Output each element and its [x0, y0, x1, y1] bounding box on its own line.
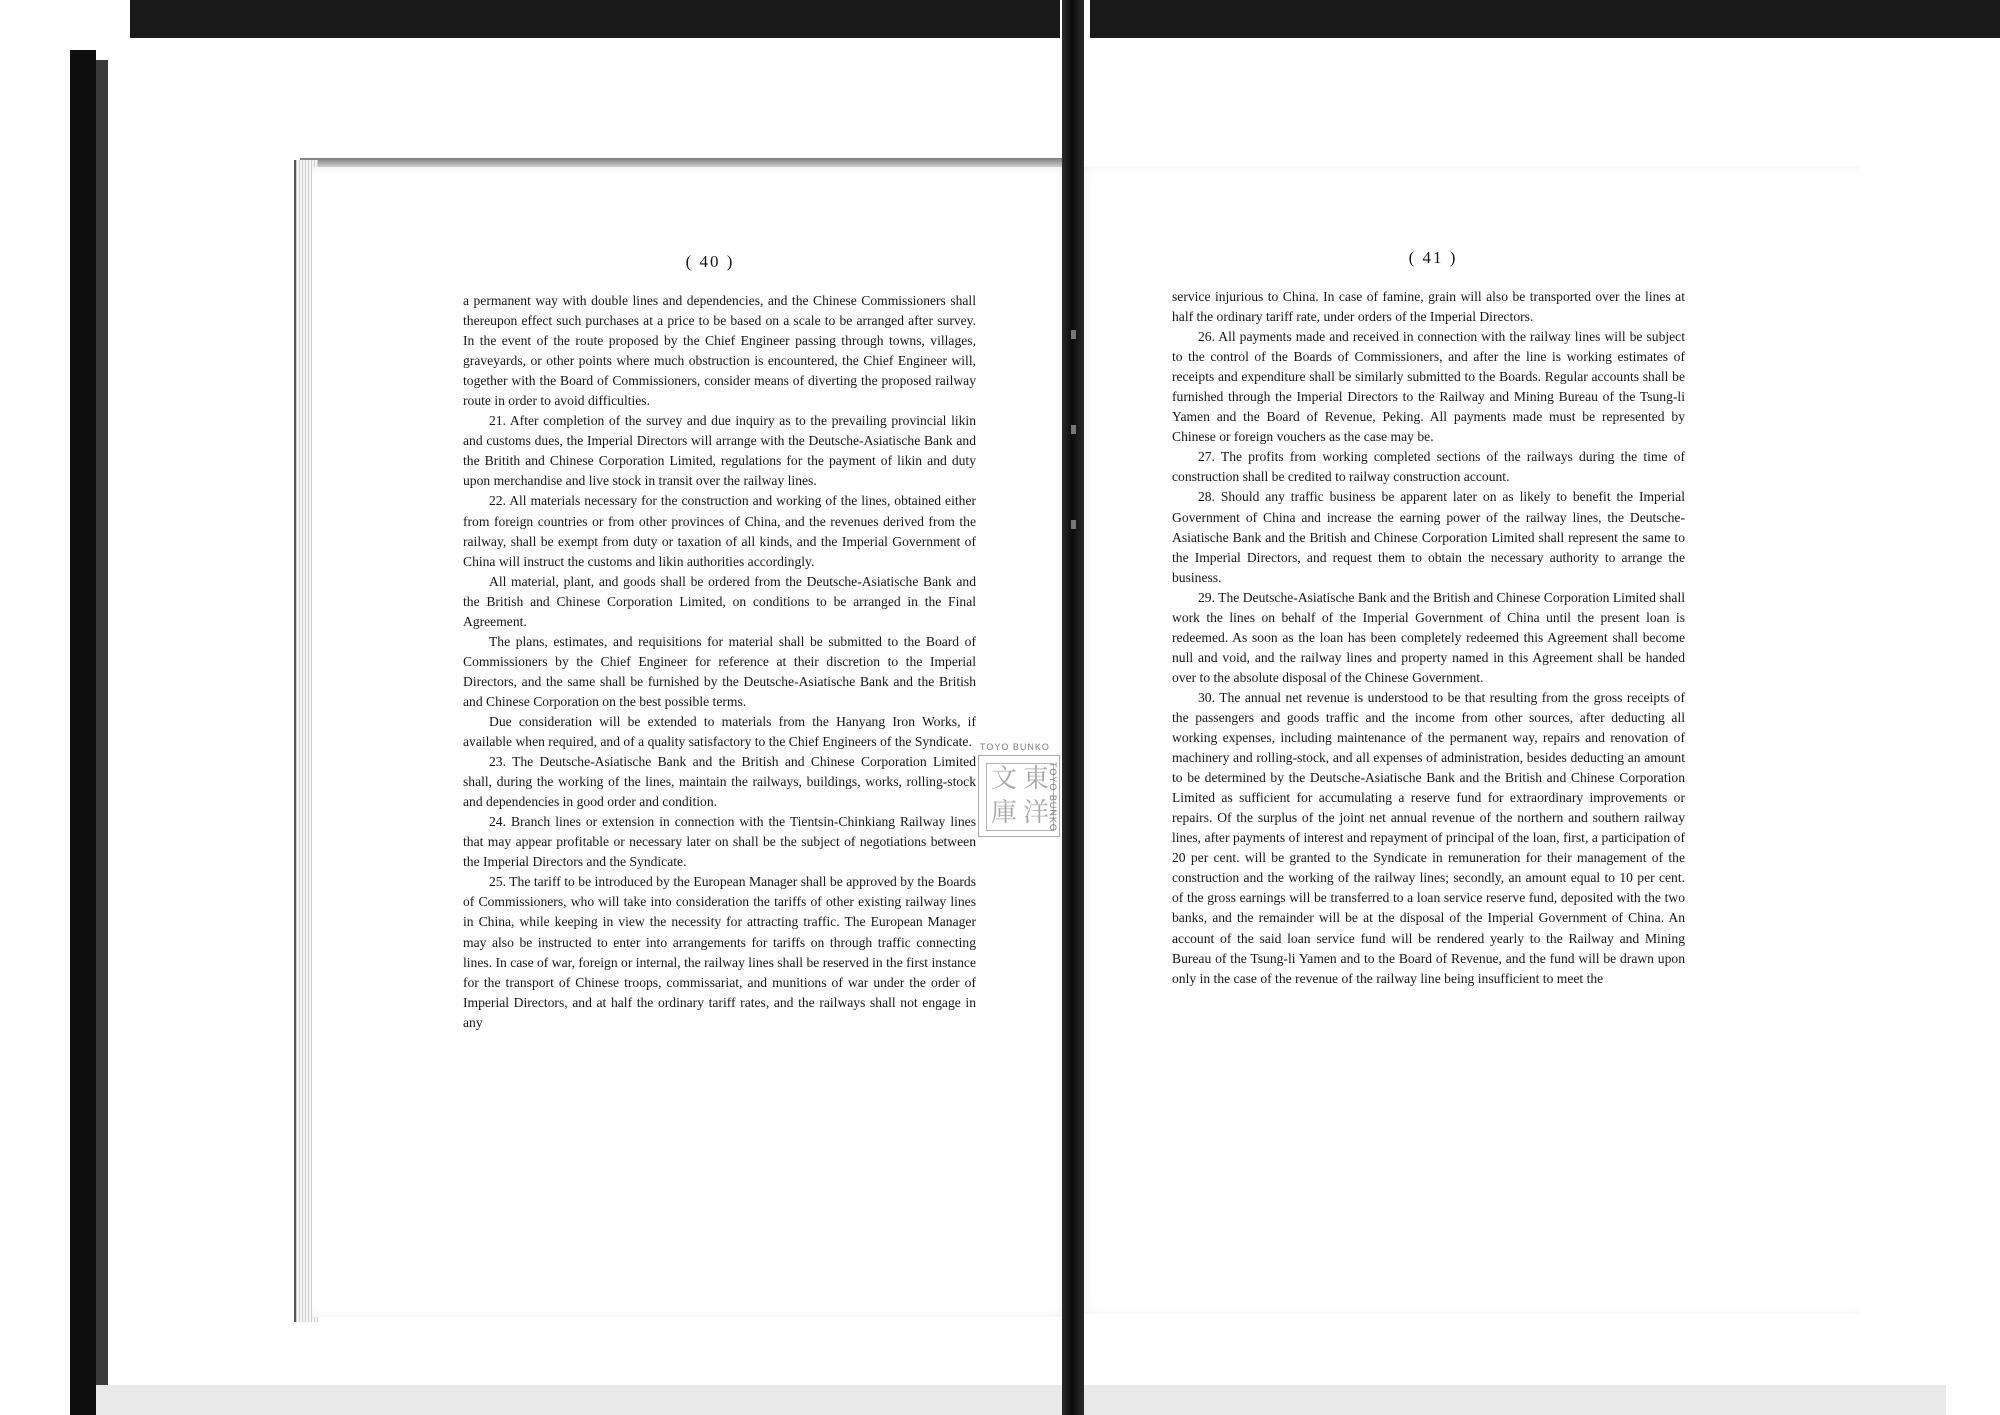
left-page-number: ( 40 ) — [685, 252, 735, 271]
stamp-side-label: TOYO BUNKO — [1048, 762, 1058, 832]
paragraph: 22. All materials necessary for the construction and working of the lines, obtained either from foreign countries or from other provinces of China, and the revenues derived from the railway, shall be exempt from duty or taxation of all kinds, and the Imperial Government of China will instruct the customs and likin authorities accordingly. — [463, 493, 976, 569]
paragraph: 25. The tariff to be introduced by the European Manager shall be approved by the Boards of Commissioners, who will take into consideration the tariffs of other existing railway lines in China, while keeping in view the necessity for attracting traffic. The European Manager may also be instructed to enter into arrangements for tariffs on through traffic connecting lines. In case of war, foreign or internal, the railway lines shall be reserved in the first instance for the transport of Chinese troops, commissariat, and munitions of war under the order of Imperial Directors, and at half the ordinary tariff rates, and the railways shall not engage in any — [463, 874, 976, 1030]
stamp-glyph: 東 — [1023, 764, 1050, 794]
paragraph: The plans, estimates, and requisitions for material shall be submitted to the Board of Commissioners by the Chief Engineer for reference at their discretion to the Imperial Directors, and the same shall be furnished by the Deutsche-Asiatische Bank and the British and Chinese Corporation on the best possible terms. — [463, 633, 976, 709]
stamp-top-label: TOYO BUNKO — [980, 742, 1050, 752]
book-gutter — [1062, 0, 1084, 1415]
paragraph: 21. After completion of the survey and due inquiry as to the prevailing provincial likin and customs dues, the Imperial Directors will arrange with the Deutsche-Asiatische Bank and the Britith and Chinese Corporation Limited, regulations for the payment of likin and duty upon merchandise and live stock in transit over the railway lines. — [463, 413, 976, 489]
stamp-glyph: 洋 — [1023, 798, 1050, 828]
paragraph: All material, plant, and goods shall be ordered from the Deutsche-Asiatische Bank and the British and Chinese Corporation Limited, on conditions to be arranged in the Final Agreement. — [463, 573, 976, 629]
paragraph: 23. The Deutsche-Asiatische Bank and the British and Chinese Corporation Limited shall, during the working of the lines, maintain the railways, buildings, works, rolling-stock and dependencies in good order and condition. — [463, 754, 976, 810]
scanner-bottom-edge — [96, 1385, 1946, 1415]
scanner-left-shadow — [70, 50, 96, 1415]
paragraph: 30. The annual net revenue is understood to be that resulting from the gross receipts of the passengers and goods traffic and the income from other sources, after deducting all working expenses, including maintenance of the permanent way, repairs and renovation of machinery and rolling-stock, and all expenses of administration, besides deducting an amount to be determined by the Deutsche-Asiatische Bank and the British and Chinese Corporation Limited as sufficient for accumulating a reserve fund for extraordinary improvements or repairs. Of the surplus of the joint net annual revenue of the northern and southern railway lines, after payments of interest and repayment of principal of the loan, first, a participation of 20 per cent. will be granted to the Syndicate in remuneration for their management of the construction and the working of the railway lines; secondly, an amount equal to 10 per cent. of the gross earnings will be transferred to a loan service reserve fund, deposited with the two banks, and the remainder will be at the disposal of the Imperial Government of China. An account of the said loan service fund will be rendered yearly to the Railway and Mining Bureau of the Tsung-li Yamen and to the Board of Revenue, and the fund will be drawn upon only in the case of the revenue of the railway line being insufficient to meet the — [1172, 689, 1685, 986]
paragraph: 26. All payments made and received in connection with the railway lines will be subject to the control of the Boards of Commissioners, and after the line is working estimates of receipts and expenditure shall be similarly submitted to the Boards. Regular accounts shall be furnished through the Imperial Directors to the Railway and Mining Bureau of the Tsung-li Yamen and the Board of Revenue, Peking. All payments made must be represented by Chinese or foreign vouchers as the case may be. — [1172, 329, 1685, 445]
paragraph: a permanent way with double lines and dependencies, and the Chinese Commissioners shall thereupon effect such purchases at a price to be based on a scale to be arranged after survey. In the event of the route proposed by the Chief Engineer passing through towns, villages, graveyards, or other points where much obstruction is encountered, the Chief Engineer will, together with the Board of Commissioners, consider means of diverting the proposed railway route in order to avoid difficulties. — [463, 293, 976, 409]
paragraph: Due consideration will be extended to materials from the Hanyang Iron Works, if available when required, and of a quality satisfactory to the Chief Engineers of the Syndicate. — [463, 713, 976, 750]
paragraph: 24. Branch lines or extension in connection with the Tientsin-Chinkiang Railway lines that may appear profitable or necessary later on shall be the subject of negotiations between the Imperial Directors and the Syndicate. — [463, 814, 976, 870]
paragraph: 29. The Deutsche-Asiatische Bank and the British and Chinese Corporation Limited shall work the lines on behalf of the Imperial Government of China until the present loan is redeemed. As soon as the loan has been completely redeemed this Agreement shall become null and void, and the railway lines and property named in this Agreement shall be handed over to the absolute disposal of the Chinese Government. — [1172, 589, 1685, 685]
gutter-stitch — [1071, 425, 1076, 434]
stamp-glyph: 文 — [991, 764, 1018, 794]
left-page-text — [463, 291, 976, 1033]
scanner-left-shadow-inner — [96, 60, 108, 1415]
paragraph: service injurious to China. In case of famine, grain will also be transported over the lines at half the ordinary tariff rate, under orders of the Imperial Directors. — [1172, 289, 1685, 325]
paragraph: 28. Should any traffic business be apparent later on as likely to benefit the Imperial Government of China and increase the earning power of the railway lines, the Deutsche-Asiatische Bank and the British and Chinese Corporation Limited shall represent the same to the Imperial Directors, and request them to obtain the necessary authority to arrange the business. — [1172, 489, 1685, 585]
gutter-stitch — [1071, 330, 1076, 339]
paragraph: 27. The profits from working completed sections of the railways during the time of construction shall be credited to railway construction account. — [1172, 449, 1685, 485]
gutter-stitch — [1071, 520, 1076, 529]
stamp-glyph: 庫 — [991, 798, 1018, 828]
right-page-text — [1172, 287, 1685, 989]
right-page-number: ( 41 ) — [1408, 248, 1458, 267]
